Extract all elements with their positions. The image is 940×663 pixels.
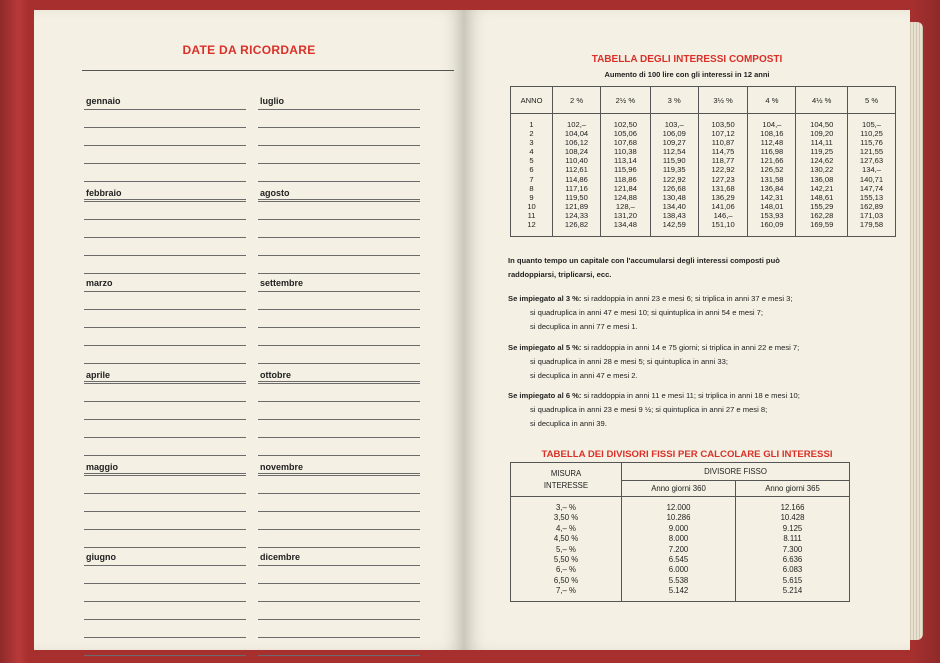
year-cell: 10: [527, 201, 536, 211]
year-cell: 12: [527, 220, 536, 230]
month-name: novembre: [260, 462, 304, 472]
value-cell: 142,59: [662, 220, 686, 230]
div-365-column: [736, 497, 850, 602]
writing-line: [84, 637, 246, 638]
year-cell: 7: [529, 174, 534, 184]
year-cell: 9: [529, 192, 534, 202]
writing-line: [84, 529, 246, 530]
value-cell: 130,48: [662, 192, 686, 202]
value-cell: 155,29: [810, 201, 834, 211]
value-cell: 169,59: [810, 220, 834, 230]
divisor-cell: 5.538: [668, 575, 689, 585]
writing-line: [84, 363, 246, 364]
value-cell: 140,71: [859, 174, 884, 184]
writing-line: [84, 655, 246, 656]
value-cell: 134,40: [662, 201, 686, 211]
right-page: [464, 10, 910, 650]
compound-header-cell: ANNO: [511, 87, 553, 114]
writing-line: [84, 145, 246, 146]
value-cell: 115,76: [860, 138, 883, 148]
value-cell: 105,06: [613, 129, 637, 139]
divisor-cell: 3,50 %: [553, 513, 579, 523]
value-cell: 112,48: [760, 138, 784, 148]
value-cell: 126,52: [760, 165, 784, 175]
div-360-column: [622, 497, 736, 602]
year-cell: 4: [529, 147, 534, 157]
value-cell: 136,29: [711, 192, 735, 202]
value-cell: 112,61: [565, 165, 588, 175]
divisor-cell: 10.428: [780, 513, 805, 523]
divisor-cell: 3,– %: [556, 503, 576, 512]
writing-line: [258, 127, 420, 128]
writing-line: [258, 219, 420, 220]
value-cell: 171,03: [859, 210, 884, 220]
value-cell: 106,12: [564, 138, 589, 148]
writing-line: [258, 637, 420, 638]
divisor-cell: 4,– %: [556, 523, 576, 533]
value-cell: 162,28: [810, 210, 834, 220]
writing-line: [258, 273, 420, 274]
value-cell: 115,90: [662, 156, 686, 166]
writing-line: [84, 181, 246, 182]
value-cell: 119,50: [565, 192, 588, 202]
p3-line-3: si decuplica in anni 77 e mesi 1.: [530, 322, 638, 331]
month-name: giugno: [86, 552, 116, 562]
writing-line: [258, 583, 420, 584]
rate-column-0: [553, 114, 601, 237]
paragraph-6-percent: [508, 389, 800, 431]
writing-line: [84, 473, 246, 474]
writing-line: [84, 255, 246, 256]
year-column: [511, 114, 553, 237]
value-cell: 106,09: [662, 129, 686, 139]
p6-line-3: si decuplica in anni 39.: [530, 419, 607, 428]
month-name: agosto: [260, 188, 290, 198]
value-cell: 130,22: [810, 165, 834, 175]
divisor-cell: 12.000: [666, 503, 691, 512]
intro-line-1: In quanto tempo un capitale con l'accumularsi degli interessi composti può: [508, 256, 780, 265]
value-cell: 147,74: [859, 183, 884, 193]
writing-line: [84, 381, 246, 382]
p3-line-2: si quadruplica in anni 47 e mesi 10; si quintuplica in anni 54 e mesi 7;: [530, 308, 764, 317]
value-cell: 141,06: [711, 201, 735, 211]
year-cell: 2: [529, 129, 534, 139]
left-page: [34, 10, 464, 650]
writing-line: [84, 601, 246, 602]
value-cell: 108,24: [564, 147, 589, 157]
value-cell: 160,09: [760, 220, 784, 230]
value-cell: 104,–: [762, 120, 782, 129]
value-cell: 110,25: [860, 129, 883, 139]
fixed-divisors-table: [510, 462, 850, 602]
value-cell: 118,86: [614, 174, 637, 184]
writing-line: [258, 419, 420, 420]
value-cell: 103,–: [664, 120, 684, 129]
value-cell: 109,27: [662, 138, 686, 148]
year-cell: 8: [529, 183, 534, 193]
divisor-cell: 4,50 %: [553, 534, 579, 544]
value-cell: 127,23: [711, 174, 735, 184]
value-cell: 118,77: [711, 156, 735, 166]
writing-line: [258, 383, 420, 384]
writing-line: [258, 163, 420, 164]
writing-line: [258, 437, 420, 438]
value-cell: 124,62: [810, 156, 834, 166]
value-cell: 105,–: [862, 120, 882, 129]
writing-line: [84, 547, 246, 548]
value-cell: 151,10: [711, 220, 735, 230]
rate-column-4: [748, 114, 796, 237]
value-cell: 107,68: [613, 138, 637, 148]
writing-line: [258, 475, 420, 476]
value-cell: 131,68: [711, 183, 735, 193]
writing-line: [84, 109, 246, 110]
writing-line: [84, 565, 246, 566]
month-name: febbraio: [86, 188, 122, 198]
compound-interest-title: TABELLA DEGLI INTERESSI COMPOSTI: [591, 54, 783, 65]
writing-line: [258, 237, 420, 238]
value-cell: 162,89: [859, 201, 884, 211]
compound-header-cell: 5 %: [848, 87, 896, 114]
value-cell: 136,08: [810, 174, 834, 184]
value-cell: 107,12: [711, 129, 735, 139]
div-rates-column: [511, 497, 622, 602]
value-cell: 124,88: [613, 192, 637, 202]
value-cell: 108,16: [760, 129, 784, 139]
value-cell: 114,75: [711, 147, 735, 157]
writing-line: [258, 655, 420, 656]
dates-to-remember-title: DATE DA RICORDARE: [182, 43, 316, 57]
writing-line: [258, 201, 420, 202]
divisor-cell: 6.083: [782, 565, 803, 575]
writing-line: [258, 291, 420, 292]
divisor-cell: 10.286: [666, 513, 691, 523]
writing-line: [258, 109, 420, 110]
value-cell: 121,55: [859, 147, 884, 157]
value-cell: 146,–: [713, 210, 733, 220]
value-cell: 134,–: [862, 165, 882, 175]
writing-line: [258, 145, 420, 146]
value-cell: 102,50: [613, 120, 637, 129]
writing-line: [84, 475, 246, 476]
p5-line-3: si decuplica in anni 47 e mesi 2.: [530, 371, 638, 380]
month-name: luglio: [260, 96, 284, 106]
compound-header-cell: 3 %: [650, 87, 698, 114]
value-cell: 142,21: [810, 183, 834, 193]
year-cell: 6: [529, 165, 534, 175]
compound-header-cell: 4 %: [748, 87, 796, 114]
writing-line: [84, 309, 246, 310]
value-cell: 109,20: [810, 129, 834, 139]
value-cell: 124,33: [564, 210, 589, 220]
p3-label: Se impiegato al 3 %:: [508, 294, 582, 303]
month-name: aprile: [86, 370, 111, 380]
divisor-cell: 6.636: [782, 555, 803, 565]
value-cell: 155,13: [859, 192, 884, 202]
year-365-header: Anno giorni 365: [736, 481, 850, 497]
p5-line-1: si raddoppia in anni 14 e 75 giorni; si triplica in anni 22 e mesi 7;: [583, 343, 800, 352]
writing-line: [84, 383, 246, 384]
paragraph-3-percent: [508, 292, 793, 334]
writing-line: [258, 565, 420, 566]
title-rule: [82, 70, 454, 71]
value-cell: 126,68: [662, 183, 686, 193]
writing-line: [84, 493, 246, 494]
value-cell: 117,16: [565, 183, 588, 193]
p6-line-2: si quadruplica in anni 23 e mesi 9 ½; si quintuplica in anni 27 e mesi 8;: [530, 405, 768, 414]
divisor-cell: 7.200: [668, 544, 689, 554]
value-cell: 112,54: [662, 147, 686, 157]
value-cell: 116,98: [760, 147, 784, 157]
writing-line: [84, 127, 246, 128]
value-cell: 148,01: [760, 201, 784, 211]
divisor-cell: 5.142: [668, 586, 689, 596]
compound-header-cell: 4½ %: [796, 87, 848, 114]
writing-line: [84, 437, 246, 438]
divisor-cell: 5,– %: [556, 544, 576, 554]
intro-line-2: raddoppiarsi, triplicarsi, ecc.: [508, 270, 612, 279]
value-cell: 115,96: [614, 165, 637, 175]
divisor-cell: 6,50 %: [553, 575, 579, 585]
divisor-cell: 5.214: [782, 586, 803, 596]
compound-header-cell: 2 %: [553, 87, 601, 114]
rate-column-5: [796, 114, 848, 237]
writing-line: [258, 493, 420, 494]
p5-label: Se impiegato al 5 %:: [508, 343, 582, 352]
p6-label: Se impiegato al 6 %:: [508, 391, 582, 400]
value-cell: 134,48: [613, 220, 637, 230]
value-cell: 113,14: [614, 156, 637, 166]
writing-line: [84, 511, 246, 512]
p6-line-1: si raddoppia in anni 11 e mesi 11; si triplica in anni 18 e mesi 10;: [583, 391, 800, 400]
divisor-cell: 5.615: [782, 575, 803, 585]
writing-line: [258, 401, 420, 402]
writing-line: [84, 455, 246, 456]
writing-line: [84, 401, 246, 402]
value-cell: 121,66: [760, 156, 784, 166]
value-cell: 122,92: [711, 165, 735, 175]
month-name: ottobre: [260, 370, 291, 380]
writing-line: [258, 381, 420, 382]
writing-line: [84, 419, 246, 420]
writing-line: [84, 237, 246, 238]
divisor-cell: 12.166: [780, 503, 805, 512]
value-cell: 179,58: [859, 220, 884, 230]
writing-line: [258, 327, 420, 328]
value-cell: 121,84: [613, 183, 637, 193]
writing-line: [258, 511, 420, 512]
writing-line: [258, 455, 420, 456]
writing-line: [258, 255, 420, 256]
writing-line: [84, 163, 246, 164]
month-name: maggio: [86, 462, 119, 472]
divisor-cell: 7.300: [782, 544, 803, 554]
writing-line: [84, 619, 246, 620]
writing-line: [258, 309, 420, 310]
writing-line: [84, 327, 246, 328]
writing-line: [84, 583, 246, 584]
value-cell: 126,82: [564, 220, 589, 230]
writing-line: [258, 181, 420, 182]
paragraph-5-percent: [508, 341, 799, 383]
divisor-cell: 8.000: [668, 534, 689, 544]
value-cell: 142,31: [760, 192, 784, 202]
month-name: marzo: [86, 278, 113, 288]
rate-column-6: [848, 114, 896, 237]
year-cell: 5: [529, 156, 534, 166]
value-cell: 131,20: [613, 210, 637, 220]
p3-line-1: si raddoppia in anni 23 e mesi 6; si triplica in anni 37 e mesi 3;: [583, 294, 793, 303]
compound-header-cell: 3½ %: [698, 87, 748, 114]
writing-line: [84, 201, 246, 202]
value-cell: 127,63: [859, 156, 884, 166]
intro-paragraph: [508, 254, 780, 282]
year-cell: 3: [529, 138, 534, 148]
value-cell: 122,92: [662, 174, 686, 184]
year-cell: 1: [529, 120, 534, 129]
value-cell: 114,86: [565, 174, 588, 184]
writing-line: [258, 529, 420, 530]
value-cell: 102,–: [567, 120, 587, 129]
compound-header-cell: 2½ %: [600, 87, 650, 114]
value-cell: 119,35: [662, 165, 686, 175]
writing-line: [84, 273, 246, 274]
divisor-cell: 9.125: [782, 523, 803, 533]
writing-line: [258, 345, 420, 346]
writing-line: [84, 219, 246, 220]
divisor-cell: 5,50 %: [553, 555, 579, 565]
value-cell: 153,93: [760, 210, 784, 220]
writing-line: [258, 601, 420, 602]
value-cell: 121,89: [564, 201, 589, 211]
rate-column-3: [698, 114, 748, 237]
divisor-cell: 7,– %: [556, 586, 576, 596]
divisor-cell: 6.545: [668, 555, 689, 565]
divisors-title: TABELLA DEI DIVISORI FISSI PER CALCOLARE GLI INTERESSI: [541, 449, 833, 460]
divisor-cell: 6,– %: [556, 565, 576, 575]
value-cell: 114,11: [810, 138, 833, 148]
fixed-divisor-header: DIVISORE FISSO: [622, 463, 850, 481]
p5-line-2: si quadruplica in anni 28 e mesi 5; si quintuplica in anni 33;: [530, 357, 728, 366]
value-cell: 131,58: [760, 174, 784, 184]
value-cell: 110,40: [565, 156, 588, 166]
writing-line: [258, 473, 420, 474]
value-cell: 104,50: [810, 120, 834, 129]
value-cell: 128,–: [615, 201, 635, 211]
divisor-cell: 6.000: [668, 565, 689, 575]
month-name: settembre: [260, 278, 304, 288]
value-cell: 138,43: [662, 210, 686, 220]
compound-interest-table: [510, 86, 896, 237]
year-cell: 11: [527, 210, 536, 220]
rate-column-2: [650, 114, 698, 237]
value-cell: 103,50: [711, 120, 735, 129]
writing-line: [258, 619, 420, 620]
month-name: gennaio: [86, 96, 121, 106]
value-cell: 110,38: [614, 147, 637, 157]
value-cell: 104,04: [564, 129, 589, 139]
divisor-cell: 8.111: [783, 534, 802, 544]
writing-line: [258, 363, 420, 364]
writing-line: [84, 345, 246, 346]
writing-line: [258, 547, 420, 548]
value-cell: 110,87: [711, 138, 735, 148]
value-cell: 136,84: [760, 183, 784, 193]
divisor-cell: 9.000: [668, 523, 689, 533]
rate-column-1: [600, 114, 650, 237]
writing-line: [258, 199, 420, 200]
value-cell: 119,25: [810, 147, 834, 157]
month-name: dicembre: [260, 552, 301, 562]
year-360-header: Anno giorni 360: [622, 481, 736, 497]
compound-interest-subtitle: Aumento di 100 lire con gli interessi in 12 anni: [604, 70, 770, 79]
rate-header: MISURA INTERESSE: [511, 463, 622, 497]
value-cell: 148,61: [810, 192, 834, 202]
writing-line: [84, 199, 246, 200]
writing-line: [84, 291, 246, 292]
